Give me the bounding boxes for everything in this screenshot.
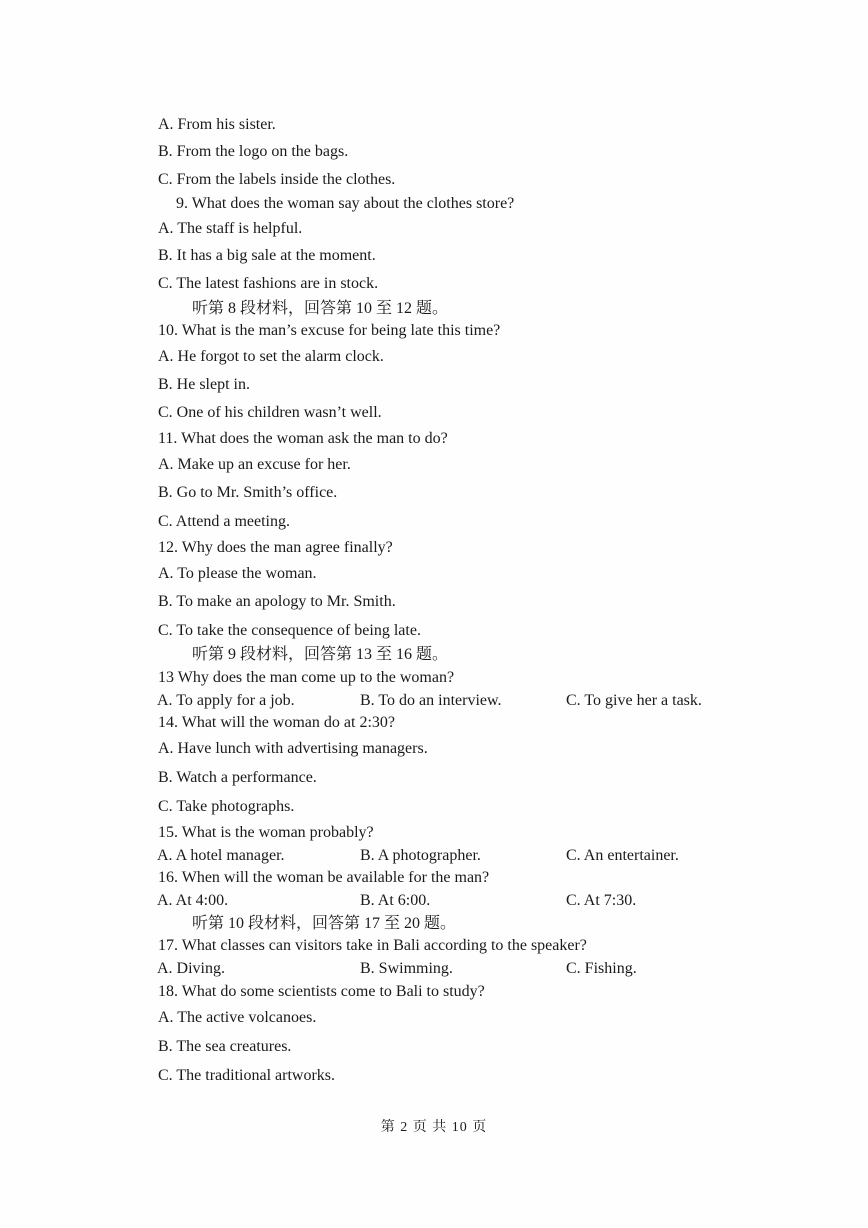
q13-question: 13 Why does the man come up to the woman? bbox=[158, 669, 455, 686]
q17-options-row bbox=[157, 959, 757, 979]
q15-option-a: A. A hotel manager. bbox=[157, 847, 285, 864]
q8-option-b: B. From the logo on the bags. bbox=[158, 143, 349, 160]
q13-option-c: C. To give her a task. bbox=[566, 692, 702, 709]
q12-option-a: A. To please the woman. bbox=[158, 565, 317, 582]
q11-option-b: B. Go to Mr. Smith’s office. bbox=[158, 484, 338, 501]
section-9-heading: 听第 9 段材料，回答第 13 至 16 题。 bbox=[192, 646, 449, 663]
q18-option-a: A. The active volcanoes. bbox=[158, 1009, 317, 1026]
q9-question: 9. What does the woman say about the clothes store? bbox=[176, 195, 515, 212]
page-number-footer: 第 2 页 共 10 页 bbox=[380, 1120, 488, 1135]
q9-option-a: A. The staff is helpful. bbox=[158, 220, 303, 237]
q12-option-c: C. To take the consequence of being late. bbox=[158, 622, 421, 639]
q17-option-b: B. Swimming. bbox=[360, 960, 453, 977]
q13-option-b: B. To do an interview. bbox=[360, 692, 502, 709]
q9-option-c: C. The latest fashions are in stock. bbox=[158, 275, 379, 292]
q10-question: 10. What is the man’s excuse for being late this time? bbox=[158, 322, 501, 339]
q11-option-c: C. Attend a meeting. bbox=[158, 513, 290, 530]
q9-option-b: B. It has a big sale at the moment. bbox=[158, 247, 376, 264]
q18-question: 18. What do some scientists come to Bali to study? bbox=[158, 983, 485, 1000]
q17-option-a: A. Diving. bbox=[157, 960, 225, 977]
q16-question: 16. When will the woman be available for the man? bbox=[158, 869, 490, 886]
q18-option-c: C. The traditional artworks. bbox=[158, 1067, 335, 1084]
q18-option-b: B. The sea creatures. bbox=[158, 1038, 292, 1055]
section-8-heading: 听第 8 段材料，回答第 10 至 12 题。 bbox=[192, 300, 449, 317]
q10-option-b: B. He slept in. bbox=[158, 376, 250, 393]
q15-option-c: C. An entertainer. bbox=[566, 847, 679, 864]
q15-question: 15. What is the woman probably? bbox=[158, 824, 374, 841]
q8-option-c: C. From the labels inside the clothes. bbox=[158, 171, 396, 188]
q17-question: 17. What classes can visitors take in Bali according to the speaker? bbox=[158, 937, 587, 954]
q15-options-row bbox=[157, 846, 757, 866]
q14-option-c: C. Take photographs. bbox=[158, 798, 295, 815]
q11-option-a: A. Make up an excuse for her. bbox=[158, 456, 351, 473]
q13-option-a: A. To apply for a job. bbox=[157, 692, 295, 709]
q16-option-b: B. At 6:00. bbox=[360, 892, 431, 909]
q12-question: 12. Why does the man agree finally? bbox=[158, 539, 393, 556]
q15-option-b: B. A photographer. bbox=[360, 847, 481, 864]
q11-question: 11. What does the woman ask the man to do? bbox=[158, 430, 448, 447]
q13-options-row bbox=[157, 691, 757, 711]
q14-option-a: A. Have lunch with advertising managers. bbox=[158, 740, 428, 757]
q16-option-c: C. At 7:30. bbox=[566, 892, 637, 909]
q8-option-a: A. From his sister. bbox=[158, 116, 276, 133]
q12-option-b: B. To make an apology to Mr. Smith. bbox=[158, 593, 396, 610]
q10-option-c: C. One of his children wasn’t well. bbox=[158, 404, 382, 421]
q14-question: 14. What will the woman do at 2:30? bbox=[158, 714, 395, 731]
q10-option-a: A. He forgot to set the alarm clock. bbox=[158, 348, 384, 365]
q14-option-b: B. Watch a performance. bbox=[158, 769, 317, 786]
q16-option-a: A. At 4:00. bbox=[157, 892, 229, 909]
q17-option-c: C. Fishing. bbox=[566, 960, 637, 977]
q16-options-row bbox=[157, 891, 757, 911]
section-10-heading: 听第 10 段材料，回答第 17 至 20 题。 bbox=[192, 915, 457, 932]
